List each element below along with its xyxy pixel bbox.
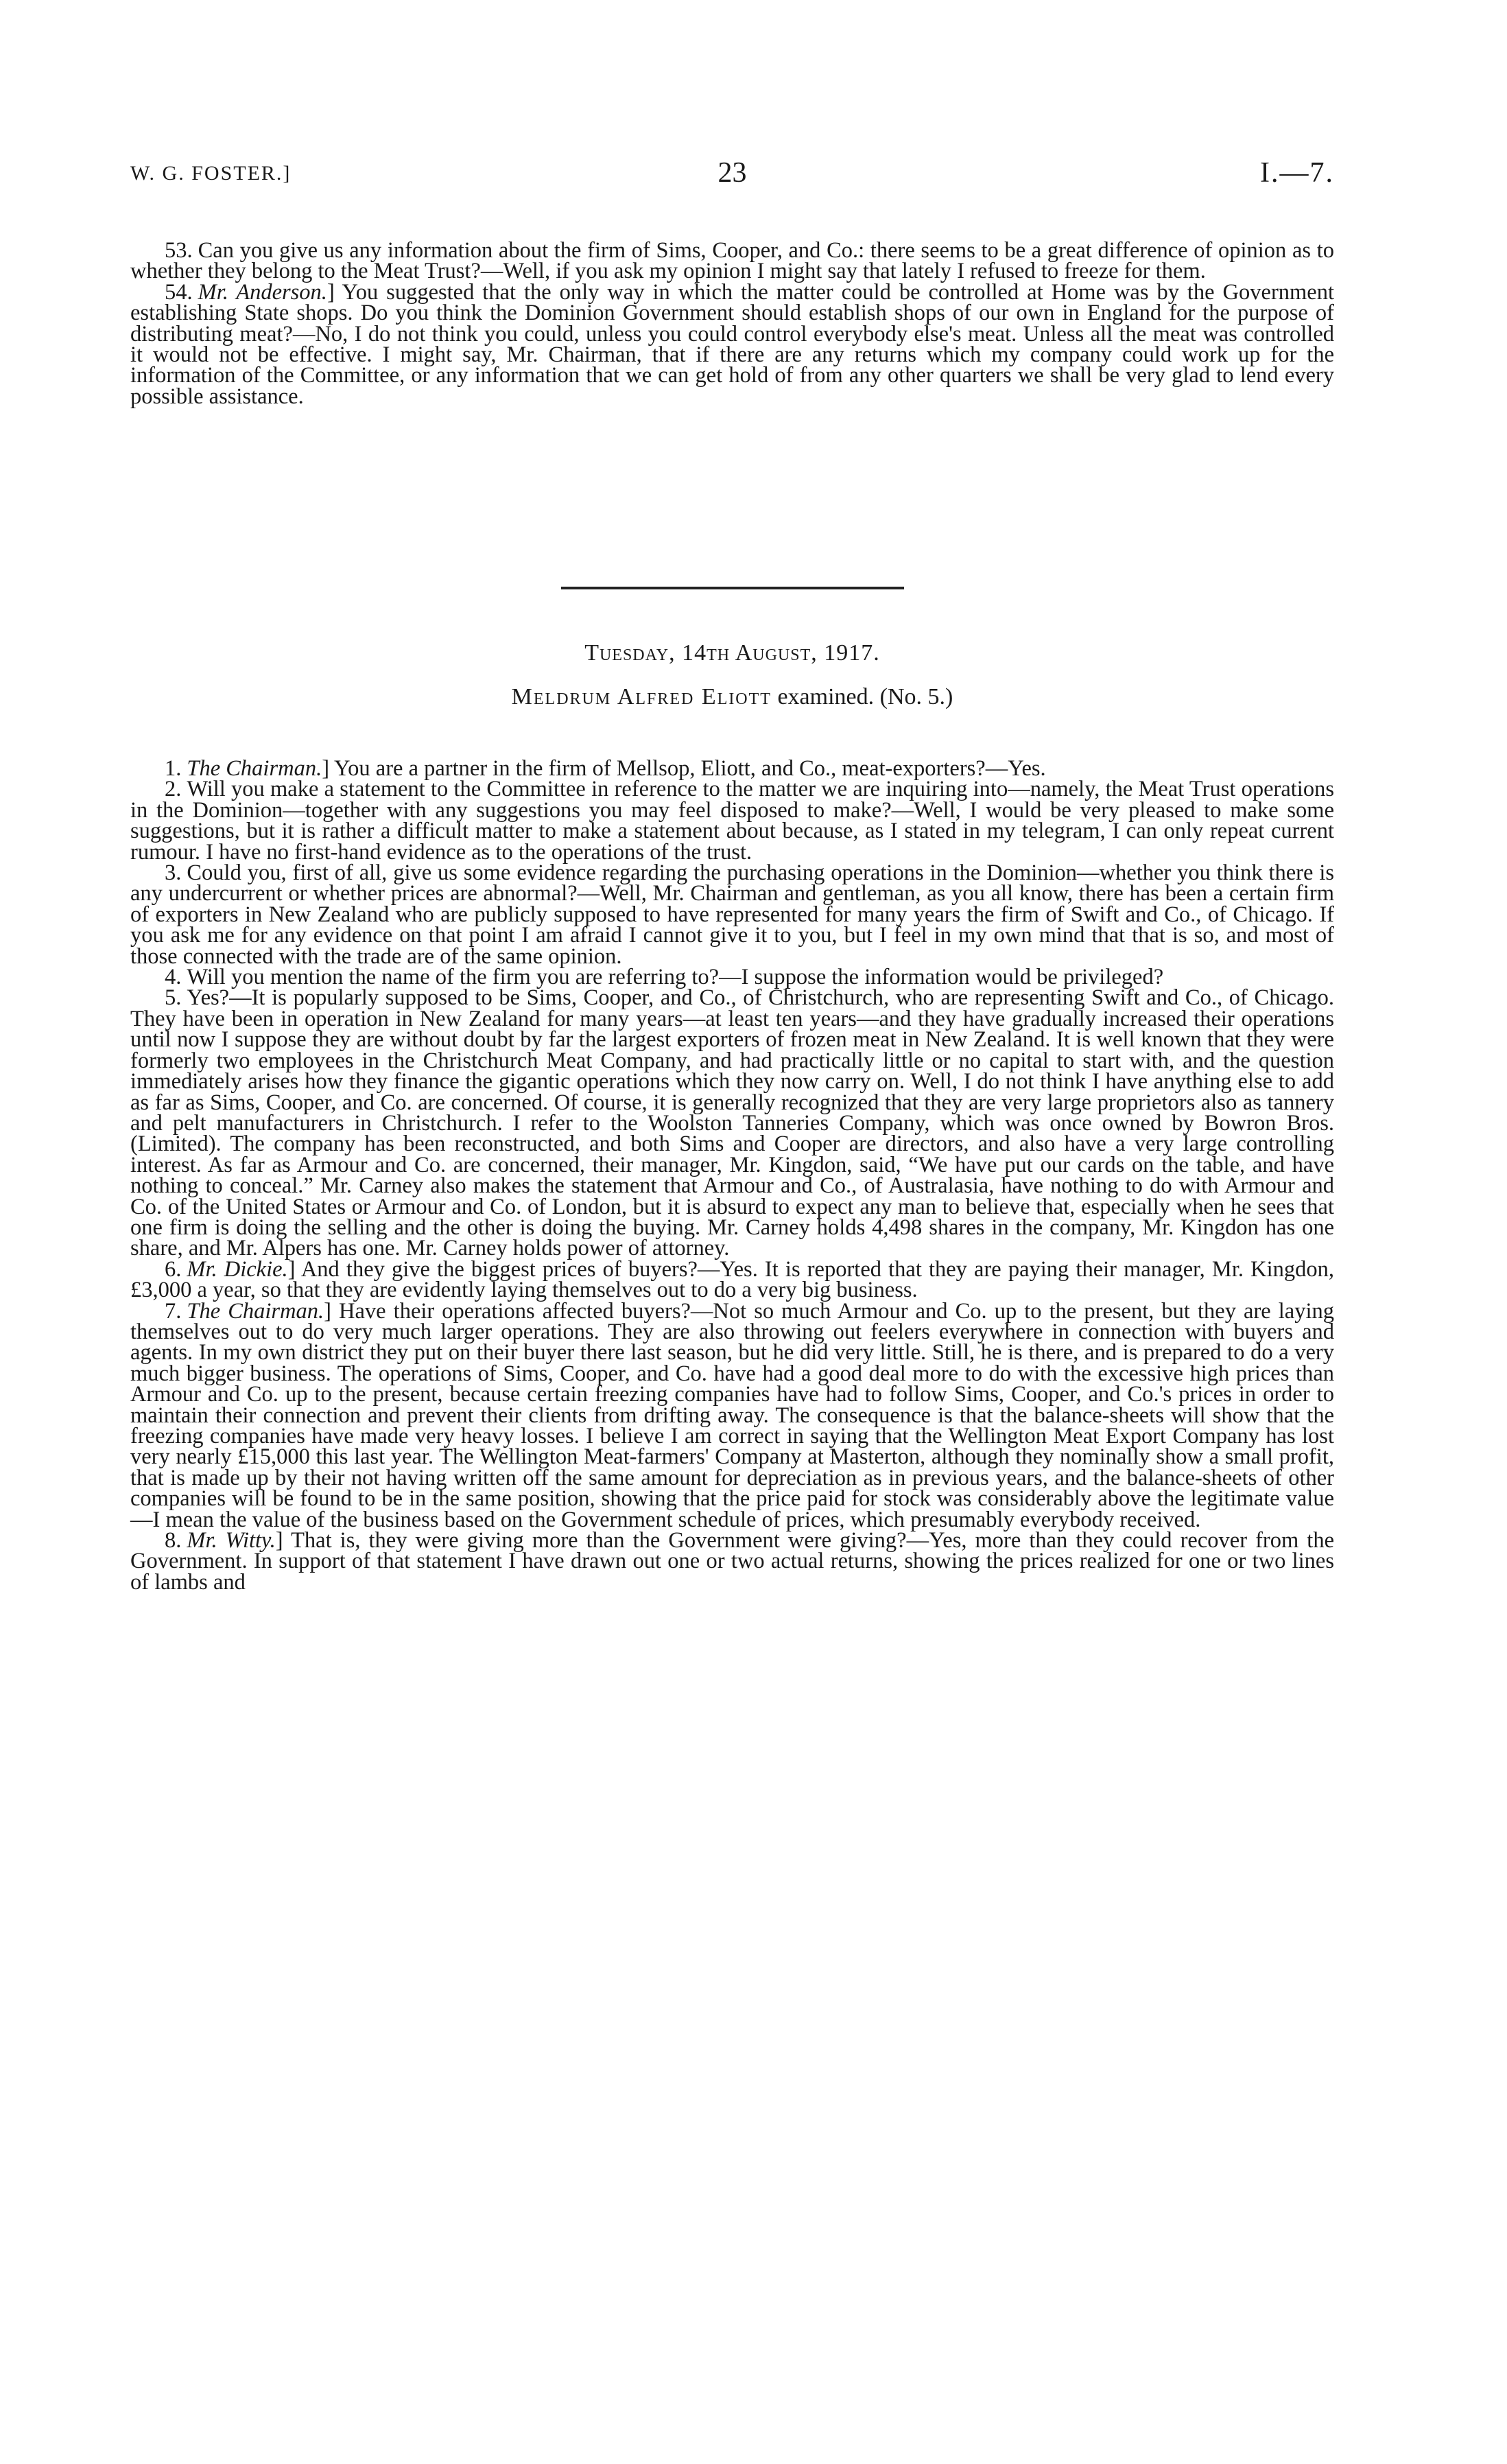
question-number: 53.: [165, 238, 193, 263]
witness-line: [130, 684, 1334, 710]
question-number: 1.: [165, 756, 182, 781]
question-54: [130, 279, 1335, 409]
section-divider: [561, 587, 904, 589]
question-number: 4.: [165, 965, 182, 990]
question-4: [130, 965, 1334, 990]
speaker: Mr. Witty.: [187, 1528, 276, 1553]
question-5: [130, 985, 1334, 1261]
witness-number: (No. 5.): [879, 684, 953, 709]
question-number: 54.: [165, 279, 193, 305]
evidence-block-foster: [130, 240, 1334, 407]
speaker: Mr. Anderson.: [198, 279, 327, 305]
question-6: [130, 1256, 1334, 1303]
examined-label: examined.: [777, 684, 875, 709]
witness-name: Meldrum Alfred Eliott: [511, 684, 772, 709]
question-text: Will you make a statement to the Committee in reference to the matter we are inquiring into—namely, the Meat Trust operations in the Dominion—together with any suggestions you may feel disposed to make?—Well, I would be very pleased to make some suggestions, but it is rather a difficult matter to make a statement about because, as I stated in my telegram, I can only repeat current rumour. I have no first-hand evidence as to the operations of the trust.: [130, 777, 1334, 865]
question-text: Can you give us any information about the firm of Sims, Cooper, and Co.: there seems to be a great difference of opinion as to whether they belong to the Meat Trust?—Well, if you ask my opinion I might say that lately I refused to freeze for them.: [130, 238, 1334, 284]
question-text: ] And they give the biggest prices of buyers?—Yes. It is reported that they are paying their manager, Mr. Kingdon, £3,000 a year, so that they are evidently laying themselves out to do a very big business.: [130, 1256, 1334, 1303]
question-number: 5.: [165, 985, 182, 1011]
question-1: [130, 758, 1334, 779]
question-number: 7.: [165, 1298, 182, 1324]
witness-header: W. G. FOSTER.]: [130, 162, 292, 185]
document-reference: I.—7.: [1260, 157, 1334, 189]
page-number: 23: [717, 157, 747, 189]
question-text: ] That is, they were giving more than the Government were giving?—Yes, more than they could recover from the Government. In support of that statement I have drawn out one or two actual returns, showing the prices realized for one or two lines of lambs and: [130, 1528, 1335, 1595]
question-number: 3.: [165, 860, 182, 886]
speaker: The Chairman.: [187, 756, 322, 781]
question-53: [130, 240, 1334, 282]
question-text: ] You suggested that the only way in which the matter could be controlled at Home was by the Government establishing State shops. Do you think the Dominion Government should establish shops of our own in England for the purpose of distributing meat?—No, I do not think you could, unless you could control everybody else's meat. Unless all the meat was controlled it would not be effective. I might say, Mr. Chairman, that if there are any returns which my company could work up for the information of the Committee, or any information that we can get hold of from any other quarters we shall be very glad to lend every possible assistance.: [130, 279, 1335, 409]
page-header: [130, 156, 1334, 204]
session-date: Tuesday, 14th August, 1917.: [584, 640, 880, 666]
question-text: Yes?—It is popularly supposed to be Sims, Cooper, and Co., of Christchurch, who are representing Swift and Co., of Chicago. They have been in operation in New Zealand for many years—at least ten years—and they have gradually increased their operations until now I suppose they are without doubt by far the largest exporters of frozen meat in New Zealand. It is well known that they were formerly two employees in the Christchurch Meat Company, and had practically little or no capital to start with, and the question immediately arises how they finance the gigantic operations which they now carry on. Well, I do not think I have anything else to add as far as Sims, Cooper, and Co. are concerned. Of course, it is generally recognized that they are very large proprietors also as tannery and pelt manufacturers in Christchurch. I refer to the Woolston Tanneries Company, which was once owned by Bowron Bros. (Limited). The company has been reconstructed, and both Sims and Cooper are directors, and also have a very large controlling interest. As far as Armour and Co. are concerned, their manager, Mr. Kingdon, said, “We have put our cards on the table, and have nothing to conceal.” Mr. Carney also makes the statement that Armour and Co., of Australasia, have nothing to do with Armour and Co. of the United States or Armour and Co. of London, but it is absurd to expect any man to believe that, especially when he sees that one firm is doing the selling and the other is doing the buying. Mr. Carney holds 4,498 shares in the company, Mr. Kingdon has one share, and Mr. Alpers has one. Mr. Carney holds power of attorney.: [130, 985, 1334, 1261]
question-text: ] You are a partner in the firm of Mellsop, Eliott, and Co., meat-exporters?—Yes.: [322, 756, 1046, 781]
question-number: 8.: [165, 1528, 182, 1553]
question-text: Will you mention the name of the firm you are referring to?—I suppose the information would be privileged?: [187, 965, 1164, 990]
question-number: 2.: [165, 777, 182, 802]
speaker: The Chairman.: [187, 1298, 324, 1324]
question-text: ] Have their operations affected buyers?—Not so much Armour and Co. up to the present, but they are laying themselves out to do very much larger operations. They are also throwing out feelers everywhere in connection with buyers and agents. In my own district they put on their buyer there last season, but he did very little. Still, he is there, and is prepared to do a very much bigger business. The operations of Sims, Cooper, and Co. have had a good deal more to do with the excessive high prices than Armour and Co. up to the present, because certain freezing companies have had to follow Sims, Cooper, and Co.'s prices in order to maintain their connection and prevent their clients from drifting away. The consequence is that the balance-sheets will show that the freezing companies have made very heavy losses. I believe I am correct in saying that the Wellington Meat Export Company has lost very nearly £15,000 this last year. The Wellington Meat-farmers' Company at Masterton, although they nominally show a small profit, that is made up by their not having written off the same amount for depreciation as in previous years, and the balance-sheets of other companies will be found to be in the same position, showing that the price paid for stock was considerably above the legitimate value—I mean the value of the business based on the Government schedule of prices, which presumably everybody received.: [130, 1298, 1334, 1532]
question-2: [130, 779, 1334, 863]
question-8: [130, 1530, 1334, 1593]
question-number: 6.: [165, 1256, 182, 1282]
evidence-block-eliott: [130, 758, 1334, 1593]
question-3: [130, 860, 1334, 969]
question-7: [130, 1298, 1334, 1532]
speaker: Mr. Dickie.: [187, 1256, 288, 1282]
question-text: Could you, first of all, give us some evidence regarding the purchasing operations in the Dominion—whether you think there is any undercurrent or whether prices are abnormal?—Well, Mr. Chairman and gentleman, as you all know, there has been a certain firm of exporters in New Zealand who are publicly supposed to have represented for many years the firm of Swift and Co., of Chicago. If you ask me for any evidence on that point I am afraid I cannot give it to you, but I feel in my own mind that that is so, and most of those connected with the trade are of the same opinion.: [130, 860, 1334, 969]
